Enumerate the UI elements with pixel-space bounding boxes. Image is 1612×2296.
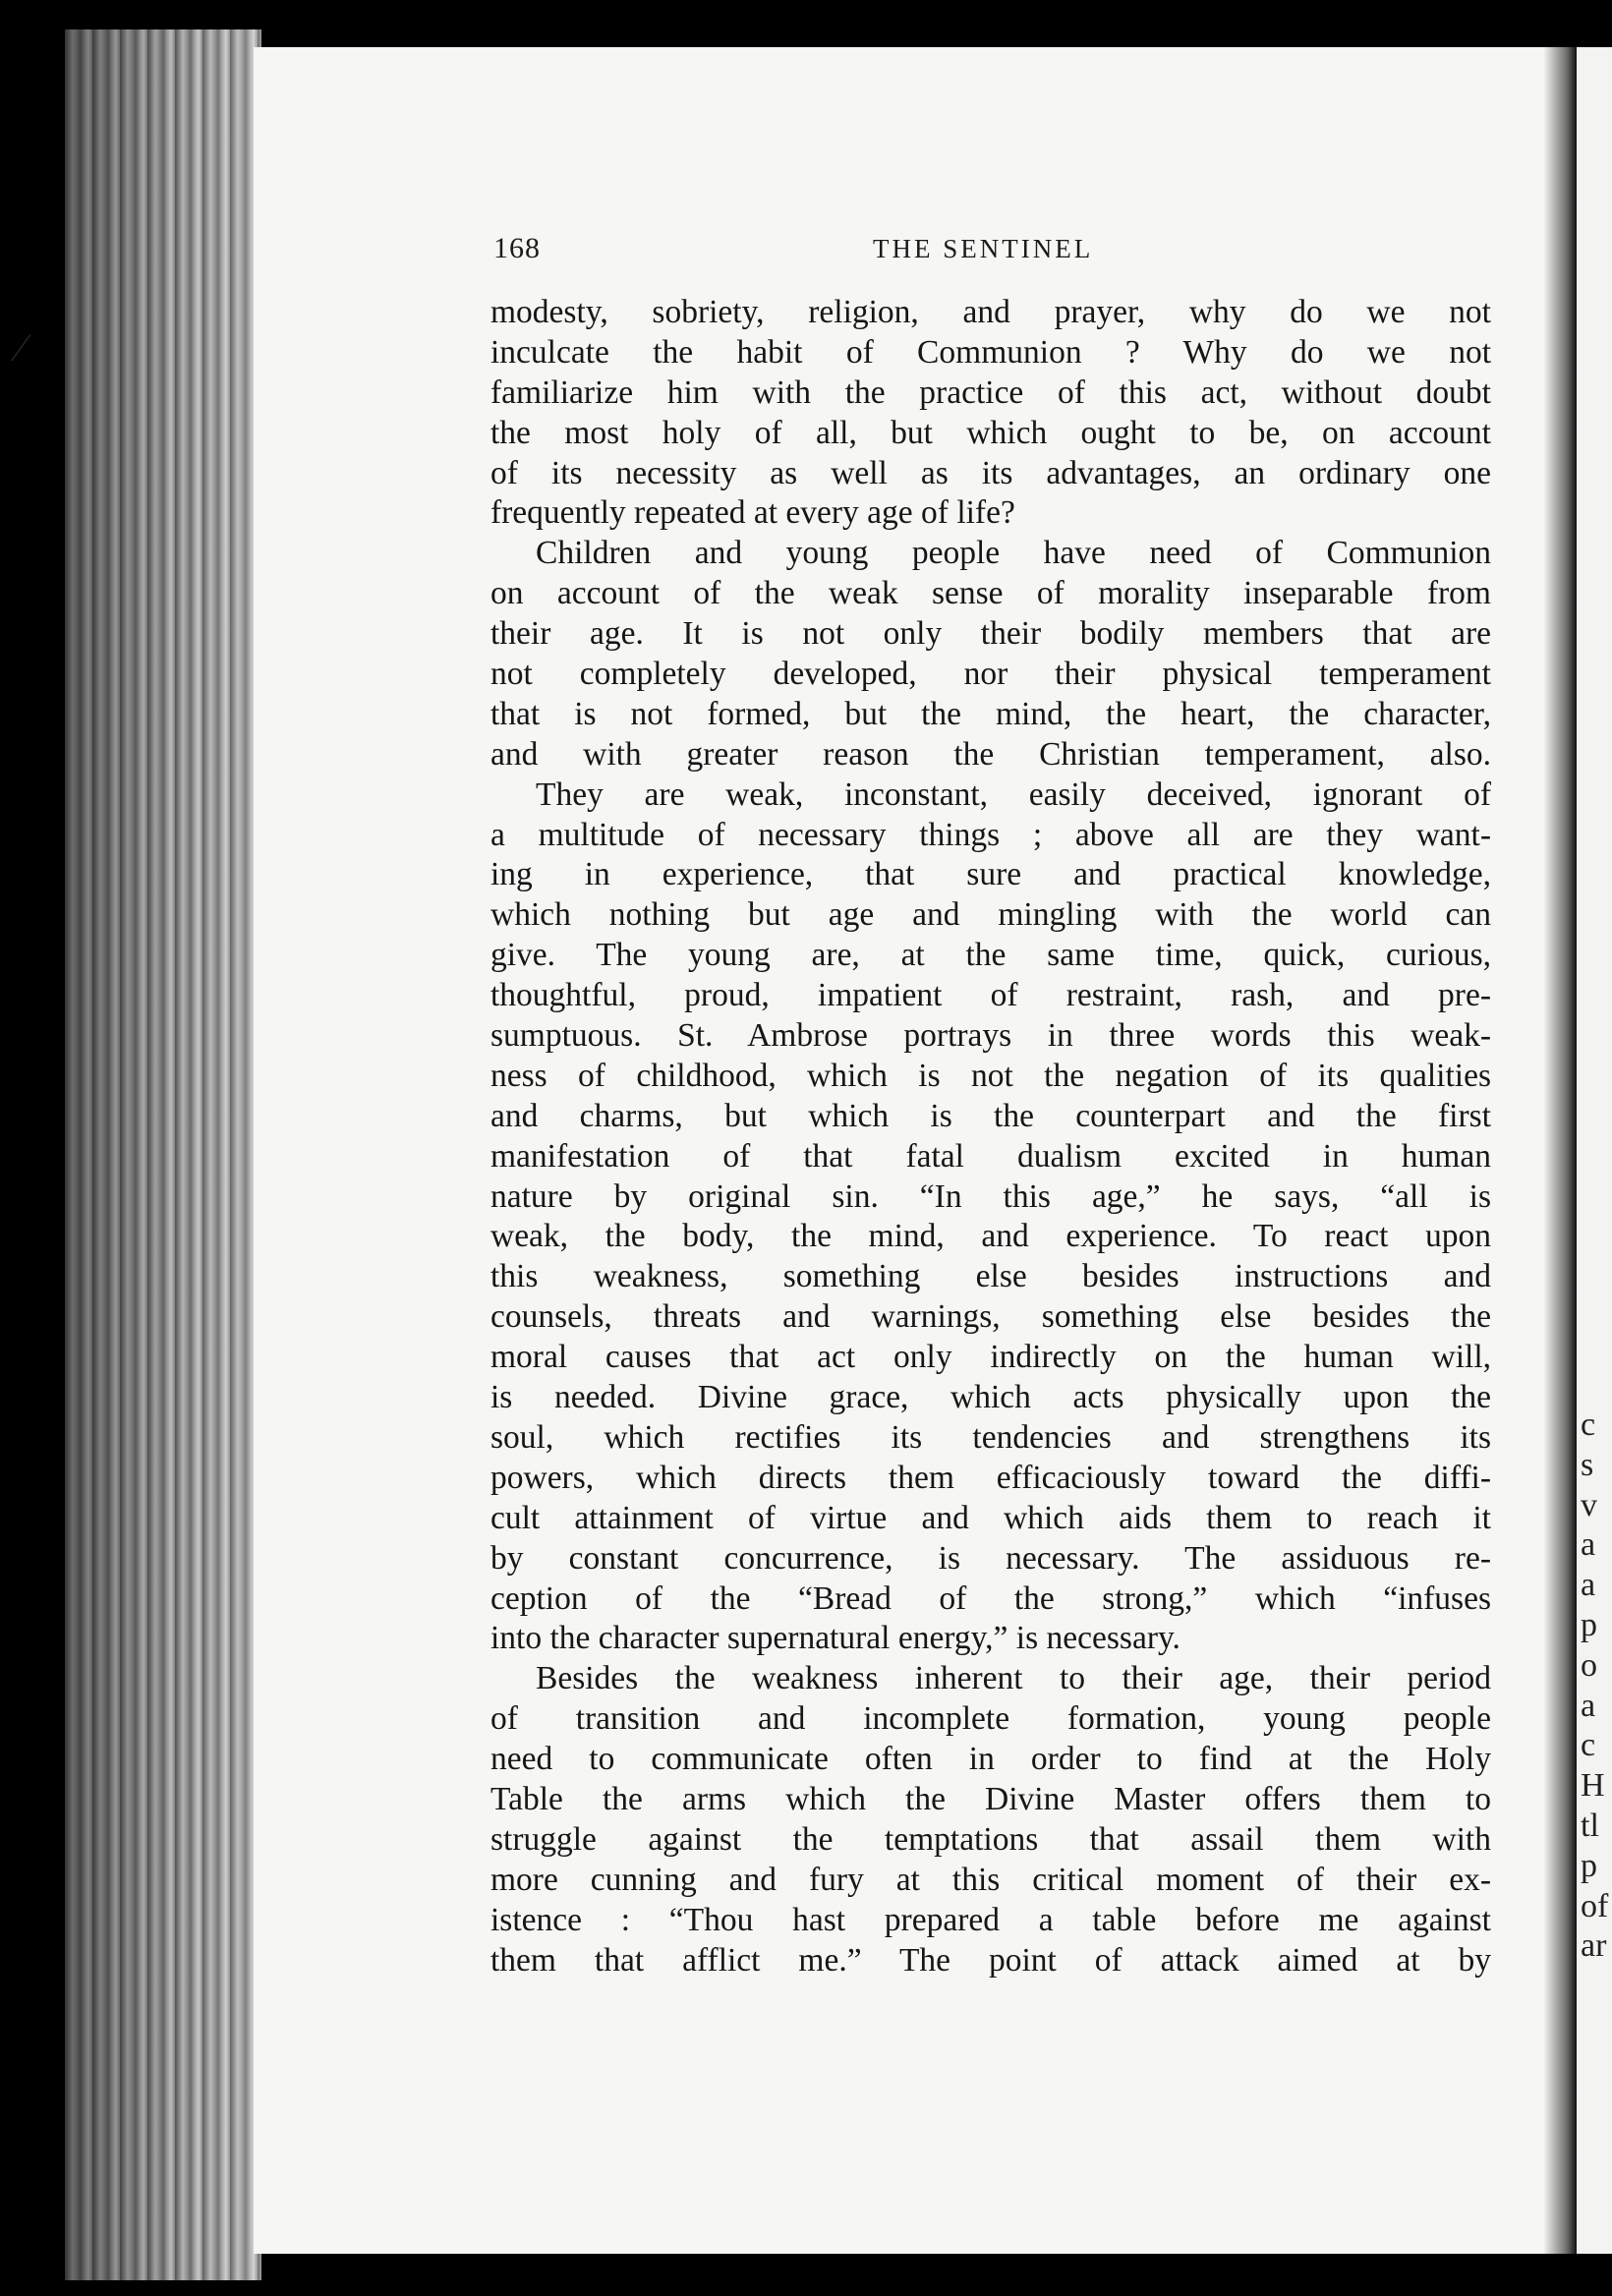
page-number: 168 [493,232,541,264]
facing-page-letter: H [1581,1767,1605,1805]
text-line: moral causes that act only indirectly on the human will, [490,1339,1491,1376]
text-line: a multitude of necessary things ; above all are they want- [490,816,1491,853]
text-line: need to communicate often in order to find at the Holy [490,1741,1491,1778]
text-line: cult attainment of virtue and which aids them to reach it [490,1499,1491,1536]
text-line: on account of the weak sense of morality inseparable from [490,575,1491,612]
text-line: Table the arms which the Divine Master offers them to [490,1780,1491,1817]
text-line: powers, which directs them efficaciously toward the diffi- [490,1459,1491,1496]
text-line: Besides the weakness inherent to their age, their period [536,1660,1491,1697]
body-text [490,293,1491,1980]
facing-page-letter: o [1581,1646,1597,1684]
text-line: counsels, threats and warnings, something else besides the [490,1298,1491,1336]
page-edges-shadow [65,29,261,2280]
text-line: inculcate the habit of Communion ? Why do we not [490,333,1491,371]
facing-page-letter: p [1581,1606,1597,1643]
text-line: They are weak, inconstant, easily deceived, ignorant of [536,775,1491,813]
facing-page-letter: a [1581,1687,1596,1724]
text-line: manifestation of that fatal dualism excited in human [490,1137,1491,1175]
text-line: ception of the “Bread of the strong,” which “infuses [490,1579,1491,1617]
text-line: of its necessity as well as its advantages, an ordinary one [490,454,1491,491]
text-line: ness of childhood, which is not the negation of its qualities [490,1057,1491,1094]
text-line: the most holy of all, but which ought to be, on account [490,414,1491,451]
text-line: frequently repeated at every age of life? [490,494,1015,532]
text-line: soul, which rectifies its tendencies and strengthens its [490,1418,1491,1456]
margin-mark: ⁄ [18,325,25,370]
running-header [493,232,1535,275]
text-line: struggle against the temptations that assail them with [490,1820,1491,1858]
text-line: not completely developed, nor their physical temperament [490,656,1491,693]
text-line: that is not formed, but the mind, the heart, the character, [490,695,1491,732]
text-line: and with greater reason the Christian temperament, also. [490,735,1491,773]
text-line: nature by original sin. “In this age,” he says, “all is [490,1177,1491,1215]
facing-page-letter: a [1581,1526,1596,1564]
gutter-shadow [1543,47,1577,2254]
text-line: which nothing but age and mingling with the world can [490,896,1491,934]
text-line: and charms, but which is the counterpart and the first [490,1097,1491,1134]
facing-page-letter: p [1581,1847,1597,1884]
facing-page-text [1581,1406,1612,1967]
text-line: weak, the body, the mind, and experience. To react upon [490,1218,1491,1255]
text-line: ing in experience, that sure and practical knowledge, [490,856,1491,893]
text-line: sumptuous. St. Ambrose portrays in three words this weak- [490,1017,1491,1055]
facing-page-letter: c [1581,1727,1596,1764]
text-line: is needed. Divine grace, which acts physically upon the [490,1379,1491,1416]
facing-page-letter: s [1581,1446,1594,1483]
facing-page-letter: c [1581,1406,1596,1443]
text-line: istence : “Thou hast prepared a table before me against [490,1901,1491,1938]
text-line: familiarize him with the practice of this act, without doubt [490,373,1491,411]
text-line: them that afflict me.” The point of attack aimed at by [490,1941,1491,1979]
text-line: of transition and incomplete formation, young people [490,1700,1491,1738]
text-line: by constant concurrence, is necessary. The assiduous re- [490,1539,1491,1577]
facing-page-letter: of [1581,1887,1609,1924]
text-line: into the character supernatural energy,” is necessary. [490,1620,1180,1657]
facing-page-letter: a [1581,1567,1596,1604]
text-line: this weakness, something else besides instructions and [490,1258,1491,1295]
text-line: modesty, sobriety, religion, and prayer, why do we not [490,294,1491,330]
facing-page-letter: tl [1581,1807,1599,1844]
text-line: thoughtful, proud, impatient of restraint, rash, and pre- [490,977,1491,1014]
text-line: give. The young are, at the same time, quick, curious, [490,937,1491,974]
facing-page-letter: ar [1581,1927,1607,1965]
text-line: Children and young people have need of Communion [536,535,1491,572]
running-title: THE SENTINEL [873,234,1094,263]
facing-page-letter: v [1581,1486,1597,1523]
text-line: their age. It is not only their bodily members that are [490,615,1491,653]
text-line: more cunning and fury at this critical moment of their ex- [490,1861,1491,1898]
